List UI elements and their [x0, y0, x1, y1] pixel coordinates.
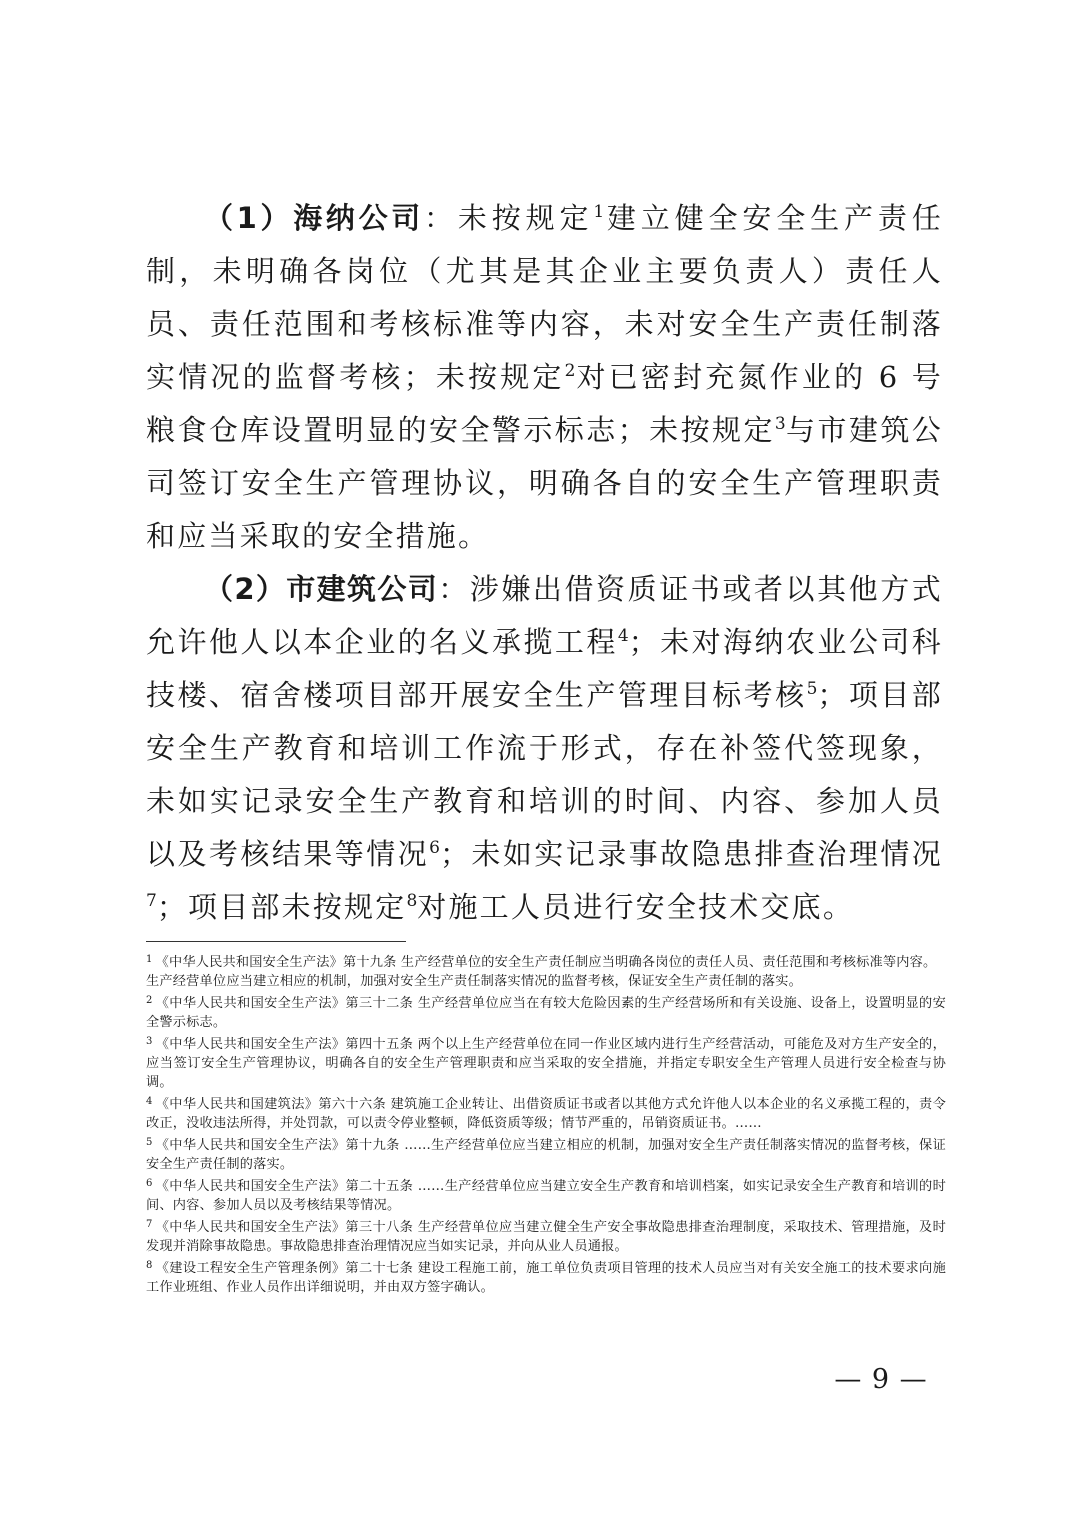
footnote-1-continued: [146, 972, 946, 991]
footnote-2: [146, 991, 946, 1032]
footnote-ref[interactable]: 7: [146, 891, 157, 911]
main-body: [146, 192, 943, 934]
footnote-6: [146, 1174, 946, 1215]
footnote-ref[interactable]: 2: [564, 361, 576, 381]
paragraph-city-construction: [146, 563, 943, 934]
footnote-5: [146, 1133, 946, 1174]
footnote-ref[interactable]: 5: [806, 679, 818, 699]
footnote-text: 《中华人民共和国安全生产法》第十九条 生产经营单位的安全生产责任制应当明确各岗位的责任人员、责任范围和考核标准等内容。: [155, 955, 937, 970]
paragraph-text: ：未按规定: [423, 201, 594, 235]
footnote-number: 5: [146, 1137, 153, 1148]
footnote-ref[interactable]: 6: [429, 838, 440, 858]
footnote-text: 《建设工程安全生产管理条例》第二十七条 建设工程施工前，施工单位负责项目管理的技术人员应当对有关安全施工的技术要求向施工作业班组、作业人员作出详细说明，并由双方签字确认。: [146, 1261, 946, 1295]
footnote-ref[interactable]: 8: [406, 891, 418, 911]
footnote-number: 8: [146, 1260, 153, 1271]
paragraph-text: ；项目部安全生产教育和培训工作流于形式，存在补签代签现象，未如实记录安全生产教育和培训的时间、内容、参加人员以及考核结果等情况: [146, 678, 943, 871]
footnote-8: [146, 1256, 946, 1297]
footnote-divider: [146, 941, 406, 942]
footnote-ref[interactable]: 1: [593, 202, 605, 222]
page-number: — 9 —: [834, 1364, 928, 1395]
footnote-number: 1: [146, 954, 153, 965]
footnote-number: 6: [146, 1178, 153, 1189]
paragraph-text: ：涉嫌出借资质证书或者以其他方式允许他人以本企业的名义承揽工程: [146, 572, 944, 659]
footnote-text: 《中华人民共和国建筑法》第六十六条 建筑施工企业转让、出借资质证书或者以其他方式允许他人以本企业的名义承揽工程的，责令改正，没收违法所得，并处罚款，可以责令停业整顿，降低资质等级；情节严重的，吊销资质证书。……: [146, 1097, 946, 1131]
footnote-number: 3: [146, 1036, 153, 1047]
paragraph-text: 与市建筑公司签订安全生产管理协议，明确各自的安全生产管理职责和应当采取的安全措施。: [146, 413, 943, 553]
footnote-text: 《中华人民共和国安全生产法》第四十五条 两个以上生产经营单位在同一作业区域内进行生产经营活动，可能危及对方生产安全的，应当签订安全生产管理协议，明确各自的安全生产管理职责和应当采取的安全措施，并指定专职安全生产管理人员进行安全检查与协调。: [146, 1037, 946, 1090]
paragraph-text: ；未对海纳农业公司科技楼、宿舍楼项目部开展安全生产管理目标考核: [146, 625, 943, 712]
paragraph-text: 对已密封充氮作业的 6 号粮食仓库设置明显的安全警示标志；未按规定: [146, 360, 943, 447]
footnote-ref[interactable]: 4: [617, 626, 629, 646]
footnote-number: 2: [146, 995, 153, 1006]
footnote-3: [146, 1032, 946, 1092]
paragraph-text: 对施工人员进行安全技术交底。: [417, 890, 855, 924]
footnote-text: 《中华人民共和国安全生产法》第十九条 ……生产经营单位应当建立相应的机制，加强对安全生产责任制落实情况的监督考核，保证安全生产责任制的落实。: [146, 1138, 946, 1172]
footnotes: [146, 950, 946, 1297]
paragraph-text: ；项目部未按规定: [156, 890, 407, 924]
footnote-ref[interactable]: 3: [774, 414, 786, 434]
paragraph-lead: （1）海纳公司: [204, 201, 424, 235]
paragraph-hainan: [146, 192, 943, 563]
footnote-number: 4: [146, 1096, 153, 1107]
footnote-1: [146, 950, 946, 972]
footnote-text: 《中华人民共和国安全生产法》第三十二条 生产经营单位应当在有较大危险因素的生产经营场所和有关设施、设备上，设置明显的安全警示标志。: [146, 996, 946, 1030]
paragraph-lead: （2）市建筑公司: [204, 572, 439, 606]
footnote-4: [146, 1092, 946, 1133]
footnote-text: 《中华人民共和国安全生产法》第二十五条 ……生产经营单位应当建立安全生产教育和培训档案，如实记录安全生产教育和培训的时间、内容、参加人员以及考核结果等情况。: [146, 1179, 946, 1213]
paragraph-text: ；未如实记录事故隐患排查治理情况: [439, 837, 943, 871]
footnote-number: 7: [146, 1219, 153, 1230]
footnote-text: 《中华人民共和国安全生产法》第三十八条 生产经营单位应当建立健全生产安全事故隐患排查治理制度，采取技术、管理措施，及时发现并消除事故隐患。事故隐患排查治理情况应当如实记录，并向从业人员通报。: [146, 1220, 946, 1254]
footnote-text: 生产经营单位应当建立相应的机制，加强对安全生产责任制落实情况的监督考核，保证安全生产责任制的落实。: [146, 974, 802, 989]
footnote-7: [146, 1215, 946, 1256]
paragraph-text: 建立健全安全生产责任制，未明确各岗位（尤其是其企业主要负责人）责任人员、责任范围和考核标准等内容，未对安全生产责任制落实情况的监督考核；未按规定: [146, 201, 943, 394]
